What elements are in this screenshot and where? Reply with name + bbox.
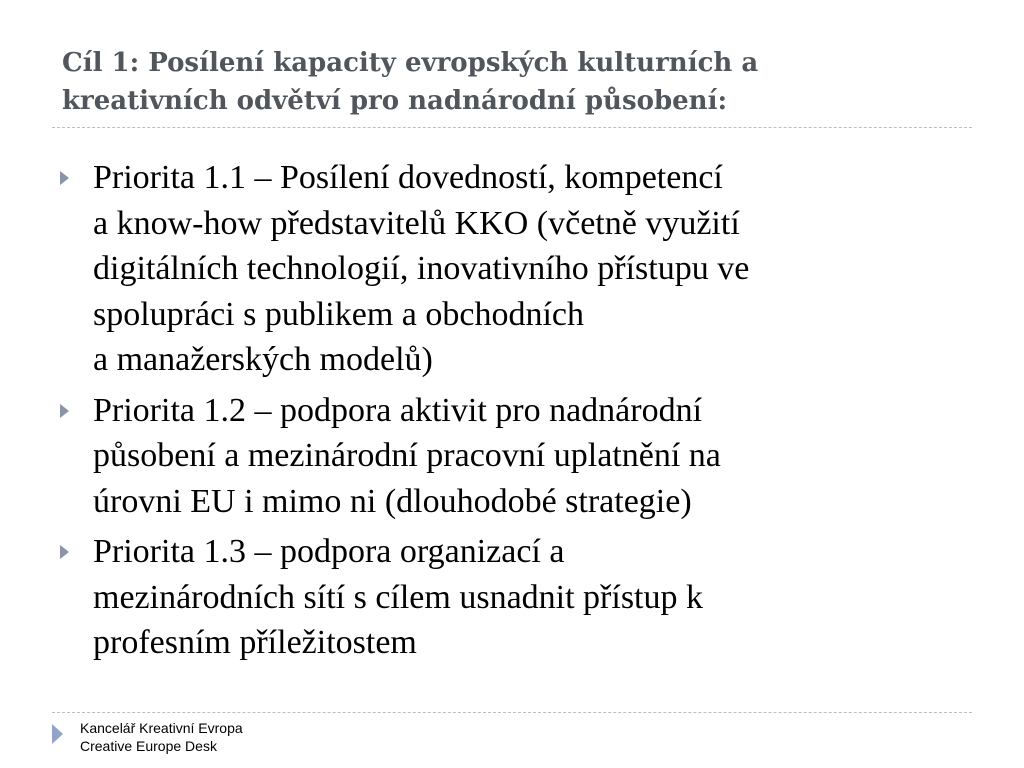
footer-divider <box>52 712 972 713</box>
footer-organization-english: Creative Europe Desk <box>80 738 217 754</box>
bullet-item-priority-1-2 <box>60 388 970 525</box>
triangle-bullet-icon <box>60 171 69 185</box>
bullet-line: působení a mezinárodní pracovní uplatnění na <box>93 437 721 474</box>
bullet-line: mezinárodních sítí s cílem usnadnit přístup k <box>93 578 704 616</box>
triangle-bullet-icon <box>60 545 69 559</box>
bullet-line: úrovni EU i mimo ni (dlouhodobé strategie) <box>93 482 692 520</box>
title-line: kreativních odvětví pro nadnárodní působení: <box>62 86 728 116</box>
title-line: Cíl 1: Posílení kapacity evropských kulturních a <box>62 48 759 78</box>
footer <box>80 719 243 755</box>
triangle-bullet-icon <box>60 404 69 418</box>
bullet-line: Priorita 1.2 – podpora aktivit pro nadnárodní <box>93 391 703 429</box>
triangle-arrow-icon <box>52 724 63 744</box>
title-divider <box>52 127 972 128</box>
bullet-item-priority-1-1 <box>60 155 970 383</box>
bullet-item-priority-1-3 <box>60 529 970 666</box>
bullet-line: Priorita 1.1 – Posílení dovedností, kompetencí <box>93 159 723 196</box>
bullet-list <box>60 155 970 671</box>
bullet-line: spolupráci s publikem a obchodních <box>93 295 585 333</box>
bullet-line: digitálních technologií, inovativního přístupu ve <box>93 250 750 287</box>
bullet-line: a know-how představitelů KKO (včetně využití <box>93 204 740 242</box>
bullet-line: profesním příležitostem <box>93 624 417 661</box>
bullet-line: a manažerských modelů) <box>93 341 433 378</box>
slide-title <box>62 44 982 120</box>
footer-organization-czech: Kancelář Kreativní Evropa <box>80 720 243 736</box>
bullet-line: Priorita 1.3 – podpora organizací a <box>93 533 565 570</box>
